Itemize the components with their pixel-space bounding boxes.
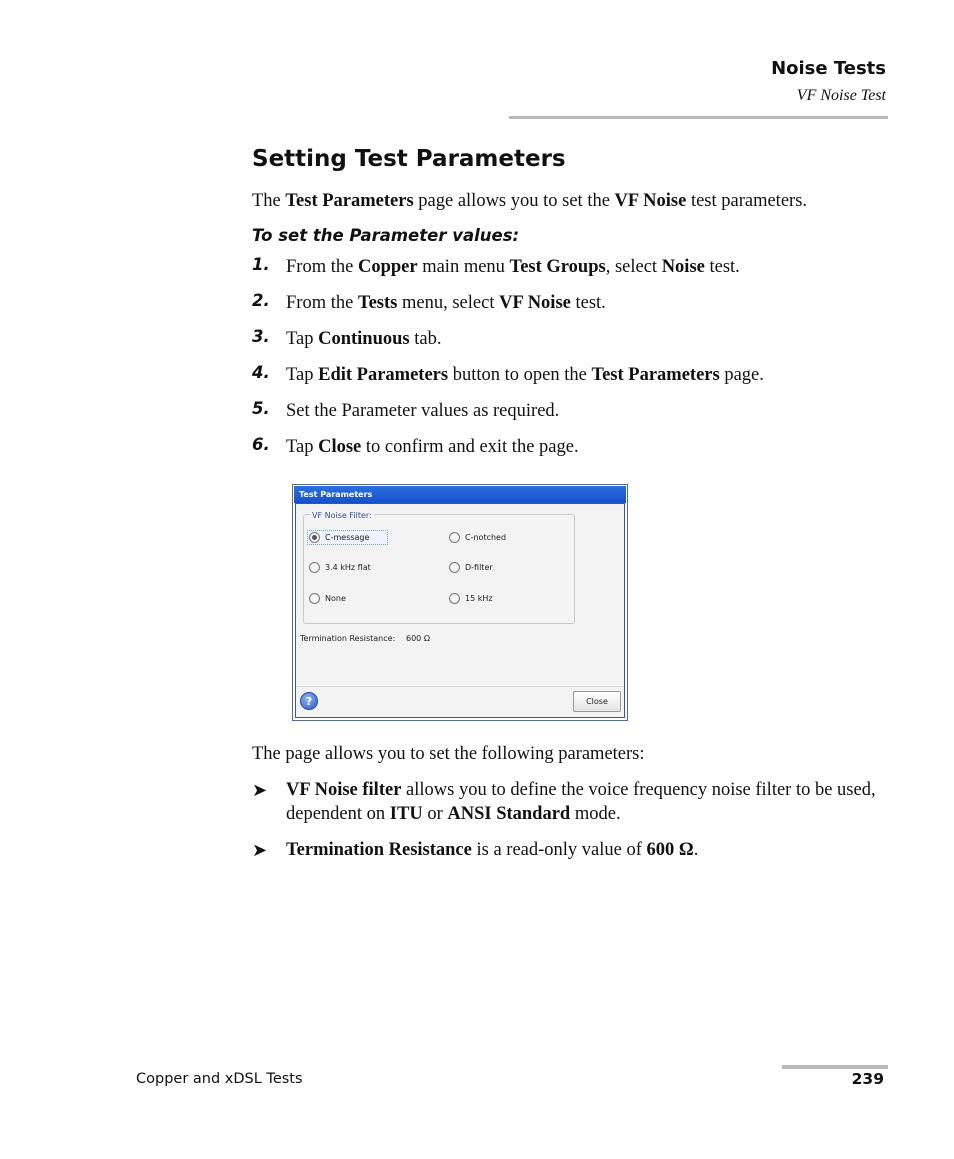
radio-label: C-notched	[465, 533, 507, 542]
radio-15-khz[interactable]	[449, 593, 493, 604]
test-parameters-dialog	[292, 484, 628, 721]
radio-icon	[449, 532, 460, 543]
radio-label: D-filter	[465, 563, 493, 572]
step-text: Tap Continuous tab.	[286, 329, 442, 349]
termination-resistance-value: 600 Ω	[406, 634, 430, 643]
step-number: 6.	[252, 435, 270, 454]
footer-rule	[782, 1065, 888, 1069]
procedure-title: To set the Parameter values:	[252, 226, 520, 245]
running-header-title: Noise Tests	[771, 58, 886, 79]
dialog-title: Test Parameters	[299, 490, 373, 499]
step-number: 3.	[252, 327, 270, 346]
radio-label: C-message	[325, 533, 370, 542]
dialog-body	[295, 503, 625, 718]
step-text: Tap Close to confirm and exit the page.	[286, 437, 579, 457]
radio-icon	[309, 562, 320, 573]
dialog-titlebar	[294, 486, 626, 503]
step-text: From the Tests menu, select VF Noise test.	[286, 293, 606, 313]
header-rule	[509, 116, 888, 119]
after-dialog-paragraph: The page allows you to set the following parameters:	[252, 744, 645, 764]
footer-title: Copper and xDSL Tests	[136, 1071, 303, 1087]
close-button[interactable]: Close	[573, 691, 621, 712]
help-button[interactable]: ?	[300, 692, 318, 710]
radio-c-message[interactable]	[307, 530, 388, 545]
dialog-footer	[296, 686, 624, 717]
radio-label: 3.4 kHz flat	[325, 563, 371, 572]
radio-label: 15 kHz	[465, 594, 493, 603]
step-number: 4.	[252, 363, 270, 382]
radio-3-4-khz-flat[interactable]	[309, 562, 371, 573]
radio-icon	[449, 562, 460, 573]
page-number: 239	[851, 1070, 884, 1088]
radio-icon	[449, 593, 460, 604]
running-header-subtitle: VF Noise Test	[796, 87, 886, 104]
section-title: Setting Test Parameters	[252, 146, 566, 172]
bullet-arrow-icon: ➤	[252, 780, 268, 801]
group-label: VF Noise Filter:	[312, 511, 372, 520]
step-text: Set the Parameter values as required.	[286, 401, 560, 421]
bullet-arrow-icon: ➤	[252, 840, 268, 861]
radio-selected-icon	[309, 532, 320, 543]
vf-noise-filter-group	[303, 511, 575, 624]
radio-none[interactable]	[309, 593, 346, 604]
step-number: 1.	[252, 255, 270, 274]
radio-icon	[309, 593, 320, 604]
step-number: 5.	[252, 399, 270, 418]
step-text: From the Copper main menu Test Groups, select Noise test.	[286, 257, 740, 277]
intro-paragraph: The Test Parameters page allows you to set the VF Noise test parameters.	[252, 191, 808, 211]
step-text: Tap Edit Parameters button to open the Test Parameters page.	[286, 365, 764, 385]
bullet-text: Termination Resistance is a read-only value of 600 Ω.	[286, 840, 699, 860]
step-number: 2.	[252, 291, 270, 310]
radio-label: None	[325, 594, 346, 603]
bullet-text: VF Noise filter allows you to define the voice frequency noise filter to be used, dependent on ITU or ANSI Standard mode.	[286, 780, 876, 824]
termination-resistance-label: Termination Resistance:	[300, 634, 396, 643]
radio-c-notched[interactable]	[449, 532, 506, 543]
radio-d-filter[interactable]	[449, 562, 493, 573]
